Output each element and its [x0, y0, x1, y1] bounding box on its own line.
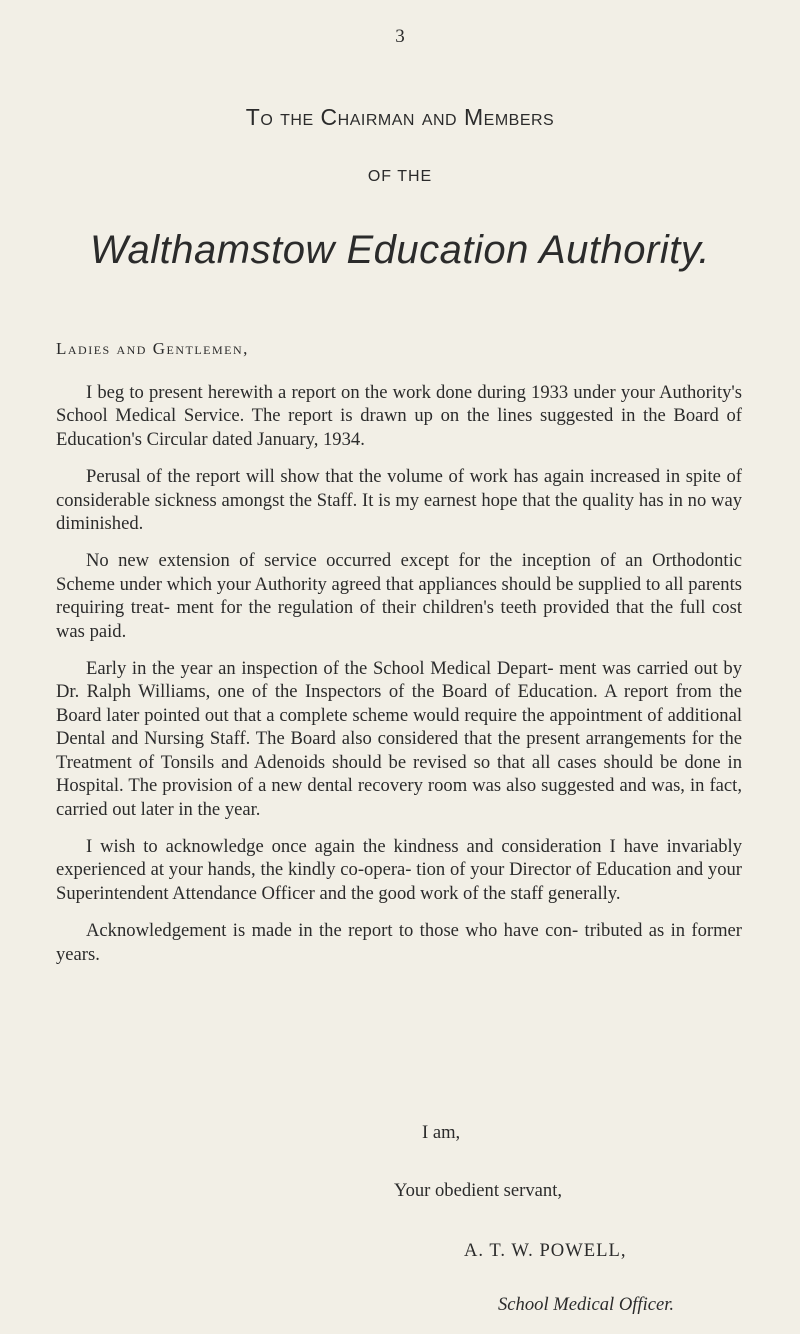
address-heading-of-the: OF THE: [367, 168, 433, 185]
paragraph: Early in the year an inspection of the School Medical Depart- ment was carried out by Dr. Ralph Williams, one of the Inspectors of the Board of Education. A report from the Board later pointed out that a complete scheme would require the appointment of additional Dental and Nursing Staff. The Board also considered that the present arrangements for the Treatment of Tonsils and Adenoids should be revised so that all cases should be done in Hospital. The provision of a new dental recovery room was also suggested and was, in fact, carried out later in the year.: [56, 658, 742, 820]
closing-i-am: I am,: [422, 1122, 461, 1143]
paragraph: Acknowledgement is made in the report to those who have con- tributed as in former years.: [56, 920, 742, 965]
paragraph: I beg to present herewith a report on the work done during 1933 under your Authority's School Medical Service. The report is drawn up on the lines suggested in the Board of Education's Circular dated January, 1934.: [56, 382, 742, 450]
paragraph: Perusal of the report will show that the volume of work has again increased in spite of considerable sickness amongst the Staff. It is my earnest hope that the quality has in no way diminished.: [56, 466, 742, 535]
signatory-title: School Medical Officer.: [498, 1294, 675, 1315]
paragraph: I wish to acknowledge once again the kindness and consideration I have invariably experienced at your hands, the kindly co-opera- tion of your Director of Education and your Superintendent Attendance Officer and the good work of the staff generally.: [56, 835, 742, 904]
salutation: Ladies and Gentlemen,: [56, 339, 249, 358]
page-number: 3: [395, 26, 405, 47]
address-heading: To the Chairman and Members: [245, 104, 555, 130]
letter-body: [56, 381, 742, 980]
signatory-name: A. T. W. POWELL,: [464, 1240, 627, 1261]
closing-servant: Your obedient servant,: [394, 1180, 563, 1201]
authority-title: Walthamstow Education Authority.: [90, 228, 710, 272]
paragraph: No new extension of service occurred except for the inception of an Orthodontic Scheme under which your Authority agreed that appliances should be supplied to all parents requiring treat- ment for the regulation of their children's teeth provided that the full cost was paid.: [56, 550, 742, 642]
